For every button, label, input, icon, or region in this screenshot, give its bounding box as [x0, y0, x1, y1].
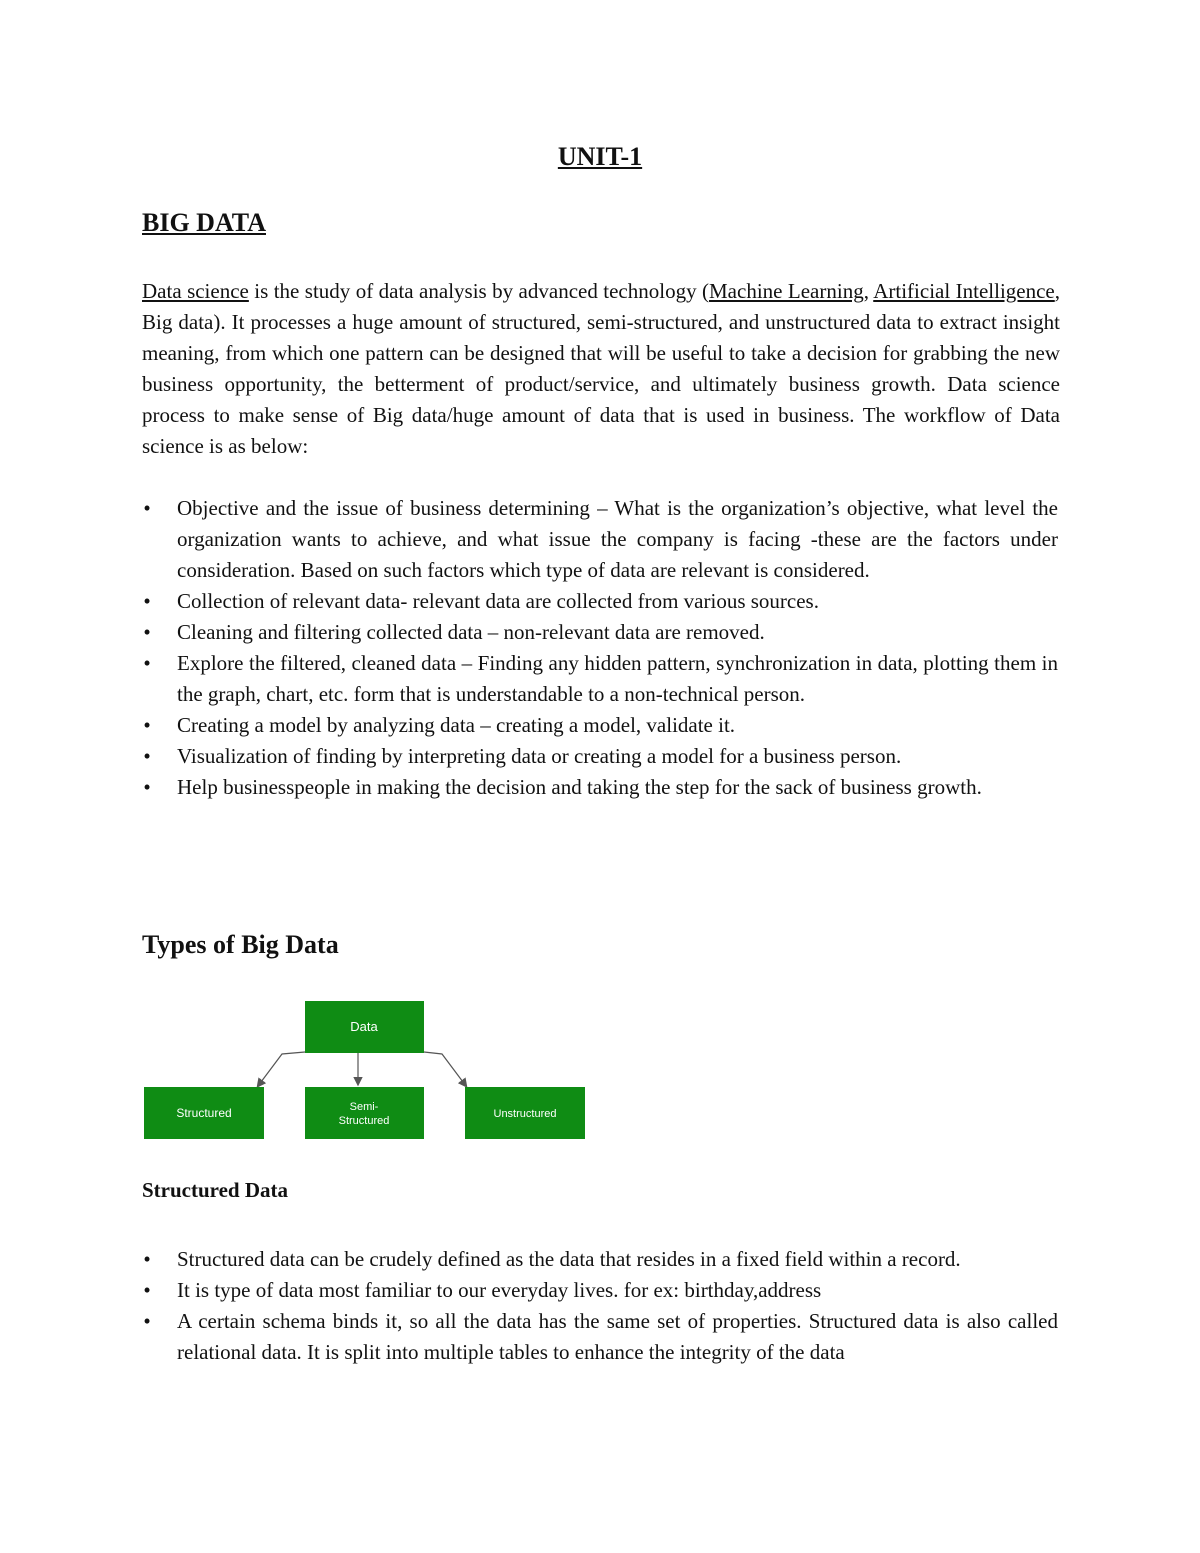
- bullet-icon: •: [143, 1247, 151, 1271]
- data-science-link[interactable]: Data science: [142, 279, 249, 303]
- list-item: [142, 710, 1058, 741]
- list-item-text: Objective and the issue of business determining – What is the organization’s objective, what level the organization wants to achieve, and what issue the company is facing -these are the factors under consideration. Based on such factors which type of data are relevant is considered.: [177, 496, 1058, 582]
- intro-paragraph: [142, 276, 1060, 462]
- machine-learning-link[interactable]: Machine Learning: [709, 279, 864, 303]
- unit-title: UNIT-1: [557, 142, 643, 171]
- structured-data-heading: Structured Data: [142, 1178, 289, 1202]
- bullet-icon: •: [143, 1309, 151, 1333]
- list-item: [142, 1306, 1058, 1368]
- structured-node-label: Structured: [176, 1106, 232, 1120]
- unstructured-node-label: Unstructured: [493, 1108, 557, 1120]
- list-item-text: A certain schema binds it, so all the data has the same set of properties. Structured data is also called relational data. It is split into multiple tables to enhance the integrity of the data: [177, 1309, 1058, 1364]
- list-item-text: It is type of data most familiar to our everyday lives. for ex: birthday,address: [177, 1278, 822, 1302]
- bullet-icon: •: [143, 589, 151, 613]
- bullet-icon: •: [143, 744, 151, 768]
- intro-text-1: is the study of data analysis by advanced technology (: [248, 279, 709, 303]
- bullet-icon: •: [143, 496, 151, 520]
- bullet-icon: •: [143, 775, 151, 799]
- arrow-to-unstructured: [424, 1052, 466, 1086]
- bullet-icon: •: [143, 620, 151, 644]
- semi-structured-node-label-2: Structured: [338, 1115, 390, 1127]
- semi-structured-node-label-1: Semi-: [349, 1101, 379, 1113]
- list-item-text: Cleaning and filtering collected data – non-relevant data are removed.: [177, 620, 765, 644]
- list-item: [142, 586, 1058, 617]
- intro-comma: ,: [863, 279, 874, 303]
- arrow-to-structured: [258, 1052, 305, 1086]
- list-item: [142, 617, 1058, 648]
- list-item: [142, 648, 1058, 710]
- big-data-types-diagram: [142, 998, 588, 1142]
- list-item: [142, 1275, 1058, 1306]
- bullet-icon: •: [143, 713, 151, 737]
- types-heading: Types of Big Data: [142, 930, 339, 959]
- list-item-text: Collection of relevant data- relevant data are collected from various sources.: [177, 589, 819, 613]
- semi-structured-node: [305, 1087, 424, 1139]
- list-item-text: Structured data can be crudely defined as the data that resides in a fixed field within a record.: [177, 1247, 961, 1271]
- list-item: [142, 1244, 1058, 1275]
- section-title: BIG DATA: [142, 208, 266, 237]
- bullet-icon: •: [143, 651, 151, 675]
- intro-text-2: , Big data). It processes a huge amount of structured, semi-structured, and unstructured data to extract insight meaning, from which one pattern can be designed that will be useful to take a decision for grabbing the new business opportunity, the betterment of product/service, and ultimately business growth. Data science process to make sense of Big data/huge amount of data that is used in business. The workflow of Data science is as below:: [142, 279, 1060, 458]
- data-node-label: Data: [350, 1019, 378, 1034]
- list-item: [142, 493, 1058, 586]
- list-item-text: Creating a model by analyzing data – creating a model, validate it.: [177, 713, 736, 737]
- structured-data-list: [142, 1244, 1058, 1368]
- artificial-intelligence-link[interactable]: Artificial Intelligence: [873, 279, 1055, 303]
- list-item: [142, 772, 1058, 803]
- list-item-text: Help businesspeople in making the decision and taking the step for the sack of business growth.: [177, 775, 982, 799]
- list-item: [142, 741, 1058, 772]
- bullet-icon: •: [143, 1278, 151, 1302]
- list-item-text: Explore the filtered, cleaned data – Finding any hidden pattern, synchronization in data, plotting them in the graph, chart, etc. form that is understandable to a non-technical person.: [177, 651, 1058, 706]
- workflow-list: [142, 493, 1058, 803]
- list-item-text: Visualization of finding by interpreting data or creating a model for a business person.: [177, 744, 902, 768]
